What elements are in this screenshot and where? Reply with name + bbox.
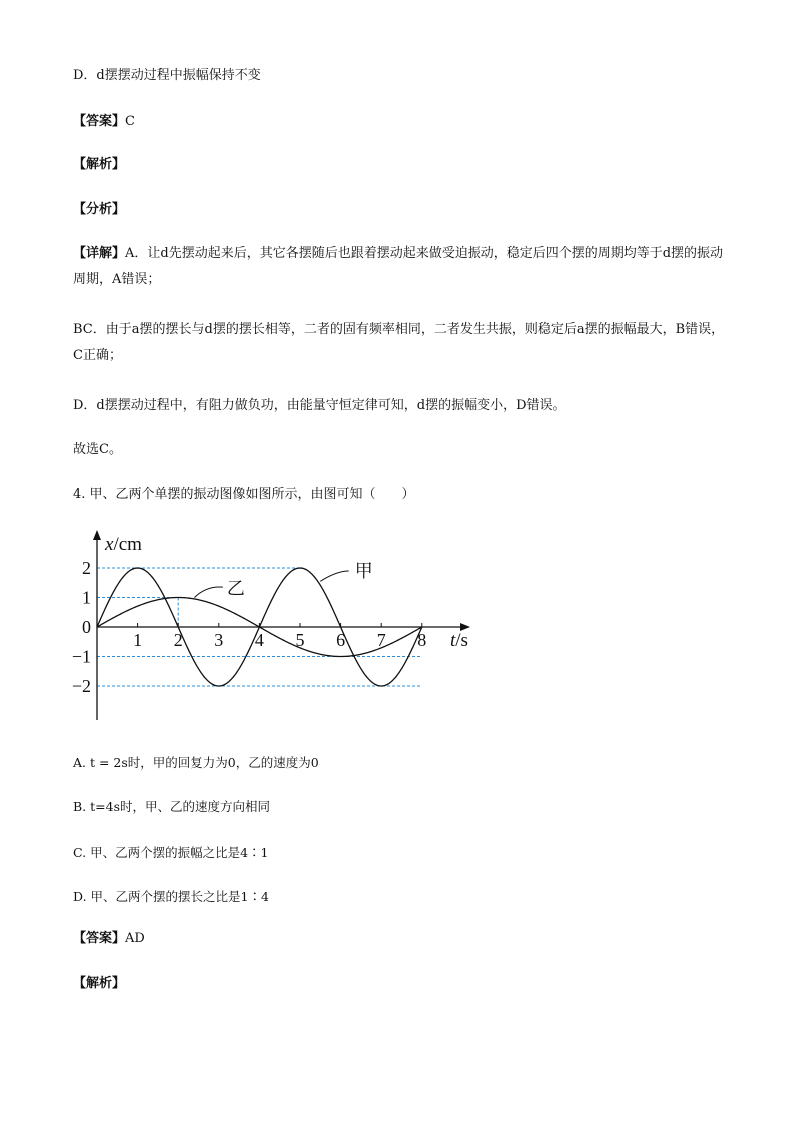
q4-option-c: C. 甲、乙两个摆的振幅之比是4∶1 <box>73 845 269 860</box>
q3-analysis-label: 【解析】 <box>73 157 126 172</box>
y-tick-label: 1 <box>82 587 91 608</box>
y-tick-label: 2 <box>82 558 91 578</box>
leader-jia <box>320 571 348 581</box>
q4-answer-row <box>73 930 145 948</box>
q4-answer-value: AD <box>125 931 145 946</box>
x-tick-label: 3 <box>214 630 224 650</box>
q3-conclusion: 故选C。 <box>73 442 122 457</box>
q3-detail-a-paragraph <box>73 241 733 293</box>
q4-vibration-graph <box>60 520 480 725</box>
x-tick-label: 6 <box>336 630 346 650</box>
x-tick-label: 5 <box>295 630 305 650</box>
axes <box>93 530 470 720</box>
series-label-jia: 甲 <box>354 560 373 582</box>
q3-detail-a: A．让d先摆动起来后，其它各摆随后也跟着摆动起来做受迫振动，稳定后四个摆的周期均等于d摆的振动周期，A错误； <box>73 246 724 287</box>
q4-analysis-label: 【解析】 <box>73 976 126 991</box>
q4-option-b: B. t=4s时，甲、乙的速度方向相同 <box>73 799 270 814</box>
q4-option-a: A. t = 2s时，甲的回复力为0，乙的速度为0 <box>73 755 319 770</box>
y-axis-title: x/cm <box>105 534 142 555</box>
q3-option-d: D．d摆摆动过程中振幅保持不变 <box>73 68 261 83</box>
x-axis-title: t/s <box>450 630 468 651</box>
y-axis-arrow <box>93 530 101 540</box>
q4-option-d: D. 甲、乙两个摆的摆长之比是1∶4 <box>73 889 269 904</box>
y-tick-label: −2 <box>71 676 91 696</box>
x-tick-label: 4 <box>254 630 264 650</box>
tick-labels <box>72 534 468 696</box>
q3-answer-label: 【答案】 <box>73 114 126 129</box>
q3-detail-bc: BC．由于a摆的摆长与d摆的摆长相等，二者的固有频率相同，二者发生共振，则稳定后a摆的振幅最大，B错误，C正确； <box>73 322 725 363</box>
y-tick-label: 0 <box>82 617 91 637</box>
x-tick-label: 7 <box>376 630 386 650</box>
x-tick-label: 1 <box>133 630 143 650</box>
x-tick-label: 8 <box>417 630 427 650</box>
x-tick-label: 2 <box>173 630 183 650</box>
q4-answer-label: 【答案】 <box>73 931 126 946</box>
q3-answer-value: C <box>125 114 135 129</box>
q3-answer-row <box>73 113 135 131</box>
series-label-yi: 乙 <box>226 578 245 600</box>
y-tick-label: −1 <box>71 646 91 667</box>
q3-fenxi-label: 【分析】 <box>73 202 126 217</box>
q3-detail-label: 【详解】 <box>73 246 126 261</box>
q4-stem: 4. 甲、乙两个单摆的振动图像如图所示，由图可知（ ） <box>73 487 415 502</box>
q3-detail-d: D．d摆摆动过程中，有阻力做负功，由能量守恒定律可知，d摆的振幅变小，D错误。 <box>73 398 566 413</box>
leader-yi <box>194 587 222 597</box>
